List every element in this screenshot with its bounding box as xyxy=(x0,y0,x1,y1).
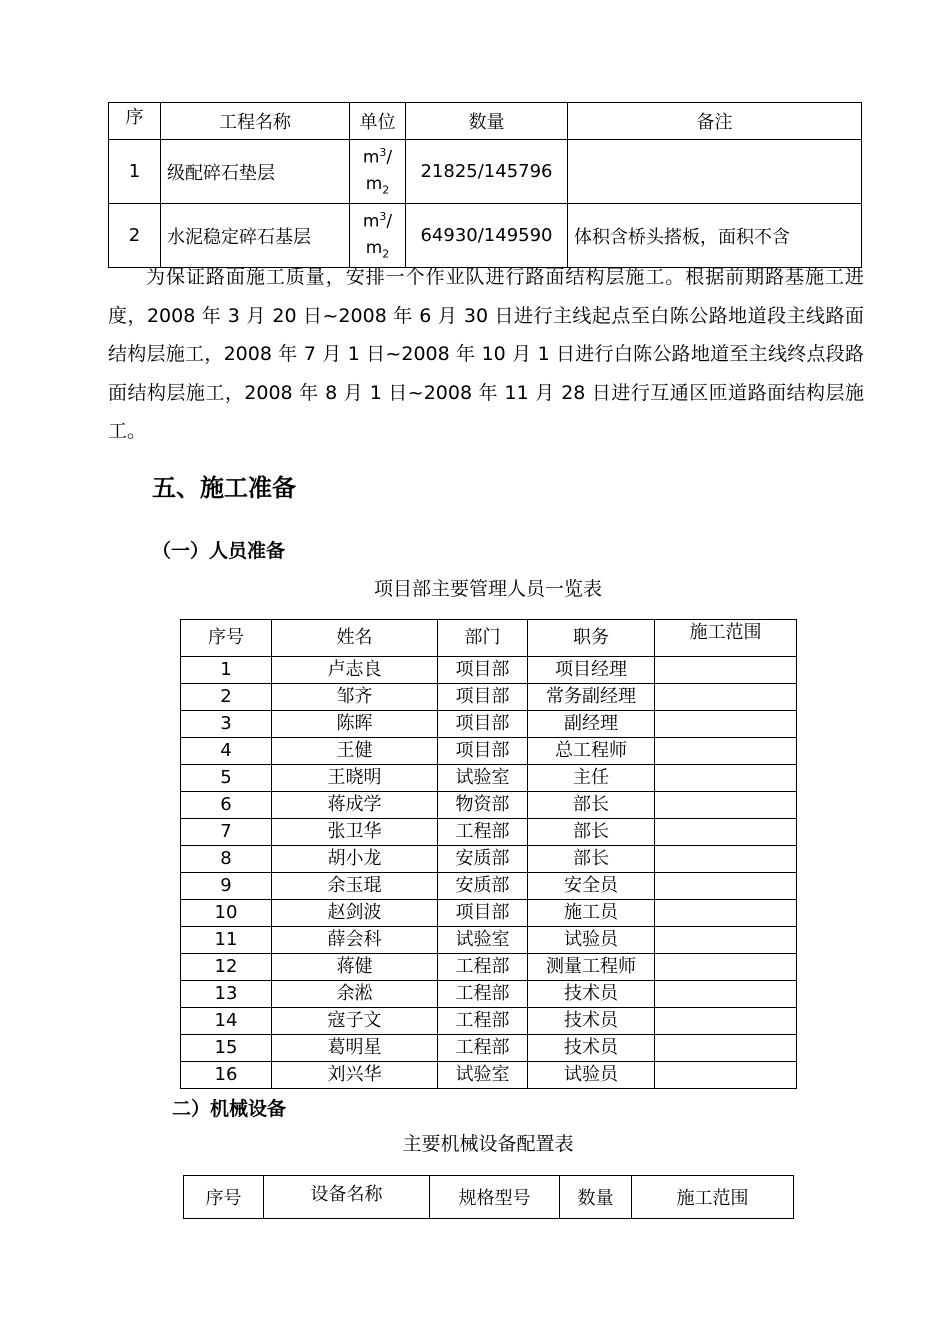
position: 技术员 xyxy=(528,1035,655,1062)
staff-name: 胡小龙 xyxy=(272,846,438,873)
header-cell: 规格型号 xyxy=(430,1176,560,1219)
table-row xyxy=(181,873,797,900)
row-number: 15 xyxy=(181,1035,272,1062)
staff-name: 寇子文 xyxy=(272,1008,438,1035)
row-number: 8 xyxy=(181,846,272,873)
table-row xyxy=(181,1062,797,1089)
department: 试验室 xyxy=(438,927,528,954)
table-row xyxy=(181,684,797,711)
department: 工程部 xyxy=(438,1008,528,1035)
table-row xyxy=(181,1008,797,1035)
header-cell: 部门 xyxy=(438,620,528,657)
staff-name: 余淞 xyxy=(272,981,438,1008)
remark: 体积含桥头搭板，面积不含 xyxy=(568,204,862,268)
department: 项目部 xyxy=(438,711,528,738)
table-row xyxy=(181,981,797,1008)
table-caption: 主要机械设备配置表 xyxy=(402,1133,574,1155)
table-row xyxy=(181,900,797,927)
table-header-row xyxy=(109,103,862,140)
table-row xyxy=(181,954,797,981)
staff-name: 薛会科 xyxy=(272,927,438,954)
position: 技术员 xyxy=(528,981,655,1008)
row-number: 2 xyxy=(181,684,272,711)
header-cell: 序 xyxy=(109,103,161,140)
position: 项目经理 xyxy=(528,657,655,684)
row-number: 14 xyxy=(181,1008,272,1035)
position: 总工程师 xyxy=(528,738,655,765)
header-cell: 设备名称 xyxy=(264,1176,430,1219)
department: 安质部 xyxy=(438,873,528,900)
scope xyxy=(655,792,797,819)
row-number: 13 xyxy=(181,981,272,1008)
scope xyxy=(655,927,797,954)
table-row xyxy=(181,1035,797,1062)
staff-name: 王健 xyxy=(272,738,438,765)
row-number: 12 xyxy=(181,954,272,981)
department: 项目部 xyxy=(438,657,528,684)
row-number: 5 xyxy=(181,765,272,792)
quantity-table xyxy=(108,102,862,268)
staff-name: 张卫华 xyxy=(272,819,438,846)
header-cell: 职务 xyxy=(528,620,655,657)
row-number: 11 xyxy=(181,927,272,954)
department: 项目部 xyxy=(438,738,528,765)
position: 部长 xyxy=(528,846,655,873)
scope xyxy=(655,954,797,981)
staff-name: 王晓明 xyxy=(272,765,438,792)
position: 常务副经理 xyxy=(528,684,655,711)
position: 试验员 xyxy=(528,927,655,954)
header-cell: 数量 xyxy=(560,1176,632,1219)
unit-cell: $m^3/$ $m_2$ xyxy=(350,204,406,268)
table-row xyxy=(181,927,797,954)
staff-name: 赵剑波 xyxy=(272,900,438,927)
department: 工程部 xyxy=(438,1035,528,1062)
work-name: 水泥稳定碎石基层 xyxy=(161,204,350,268)
subsection-title: 二）机械设备 xyxy=(172,1098,287,1120)
scope xyxy=(655,873,797,900)
department: 工程部 xyxy=(438,981,528,1008)
scope xyxy=(655,684,797,711)
row-number: 10 xyxy=(181,900,272,927)
table-row xyxy=(181,819,797,846)
unit-cell: $m^3/$ $m_2$ xyxy=(350,140,406,204)
scope xyxy=(655,1062,797,1089)
section-title: 五、施工准备 xyxy=(152,474,296,502)
department: 物资部 xyxy=(438,792,528,819)
subsection-title: （一）人员准备 xyxy=(152,540,286,562)
schedule-paragraph: 为保证路面施工质量，安排一个作业队进行路面结构层施工。根据前期路基施工进度，2008 年 3 月 20 日~2008 年 6 月 30 日进行主线起点至白陈公路地道段主线路面结构层施工，2008 年 7 月 1 日~2008 年 10 月 1 日进行白陈公路地道至主线终点段路面结构层施工，2008 年 8 月 1 日~2008 年 11 月 28 日进行互通区匝道路面结构层施工。 xyxy=(108,266,864,442)
position: 主任 xyxy=(528,765,655,792)
row-number: 16 xyxy=(181,1062,272,1089)
position: 部长 xyxy=(528,792,655,819)
scope xyxy=(655,819,797,846)
quantity: 21825/145796 xyxy=(406,140,568,204)
scope xyxy=(655,900,797,927)
position: 测量工程师 xyxy=(528,954,655,981)
staff-table-body xyxy=(181,657,797,1089)
position: 部长 xyxy=(528,819,655,846)
table-row xyxy=(181,846,797,873)
row-number: 2 xyxy=(109,204,161,268)
header-cell: 数量 xyxy=(406,103,568,140)
row-number: 1 xyxy=(109,140,161,204)
table-row xyxy=(181,738,797,765)
header-cell: 姓名 xyxy=(272,620,438,657)
staff-table xyxy=(180,619,797,1089)
scope xyxy=(655,846,797,873)
row-number: 6 xyxy=(181,792,272,819)
table-row xyxy=(181,792,797,819)
position: 试验员 xyxy=(528,1062,655,1089)
table-caption: 项目部主要管理人员一览表 xyxy=(373,578,602,600)
table-row xyxy=(181,765,797,792)
header-cell: 序号 xyxy=(181,620,272,657)
scope xyxy=(655,1008,797,1035)
scope xyxy=(655,981,797,1008)
department: 工程部 xyxy=(438,954,528,981)
position: 副经理 xyxy=(528,711,655,738)
table-row xyxy=(109,140,862,204)
header-cell: 工程名称 xyxy=(161,103,350,140)
row-number: 4 xyxy=(181,738,272,765)
scope xyxy=(655,711,797,738)
header-cell: 单位 xyxy=(350,103,406,140)
position: 技术员 xyxy=(528,1008,655,1035)
scope xyxy=(655,1035,797,1062)
staff-name: 蒋成学 xyxy=(272,792,438,819)
department: 项目部 xyxy=(438,900,528,927)
position: 安全员 xyxy=(528,873,655,900)
department: 工程部 xyxy=(438,819,528,846)
scope xyxy=(655,657,797,684)
department: 安质部 xyxy=(438,846,528,873)
staff-name: 余玉琨 xyxy=(272,873,438,900)
row-number: 3 xyxy=(181,711,272,738)
header-cell: 序号 xyxy=(184,1176,264,1219)
table-header-row xyxy=(184,1176,794,1219)
staff-name: 邹齐 xyxy=(272,684,438,711)
scope xyxy=(655,765,797,792)
quantity: 64930/149590 xyxy=(406,204,568,268)
staff-name: 刘兴华 xyxy=(272,1062,438,1089)
position: 施工员 xyxy=(528,900,655,927)
staff-name: 陈晖 xyxy=(272,711,438,738)
table-row xyxy=(181,711,797,738)
equipment-table xyxy=(183,1175,794,1219)
department: 试验室 xyxy=(438,765,528,792)
work-name: 级配碎石垫层 xyxy=(161,140,350,204)
department: 试验室 xyxy=(438,1062,528,1089)
row-number: 9 xyxy=(181,873,272,900)
remark xyxy=(568,140,862,204)
header-cell: 施工范围 xyxy=(655,620,797,657)
staff-name: 葛明星 xyxy=(272,1035,438,1062)
staff-name: 蒋健 xyxy=(272,954,438,981)
row-number: 1 xyxy=(181,657,272,684)
header-cell: 施工范围 xyxy=(632,1176,794,1219)
scope xyxy=(655,738,797,765)
staff-name: 卢志良 xyxy=(272,657,438,684)
row-number: 7 xyxy=(181,819,272,846)
table-row xyxy=(181,657,797,684)
table-header-row xyxy=(181,620,797,657)
department: 项目部 xyxy=(438,684,528,711)
header-cell: 备注 xyxy=(568,103,862,140)
